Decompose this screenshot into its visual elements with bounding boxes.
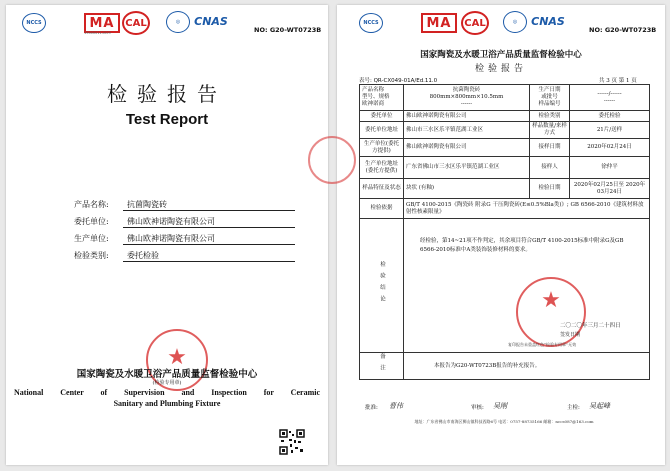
producer-value: 佛山欧神诺陶瓷有限公司: [404, 139, 530, 157]
field-value: 委托检验: [123, 250, 295, 262]
report-info-table: [359, 84, 650, 380]
quantity-label: 样品数量/来样方式: [530, 122, 570, 139]
method-value: 委托检验: [570, 111, 650, 122]
prod-date-value-cell: ------/------ ------: [570, 85, 650, 111]
tester-signature: 吴起峰: [589, 402, 610, 410]
organization-name-en-line2: Sanitary and Plumbing Fixture: [113, 399, 221, 408]
organization-name-cn: 国家陶瓷及水暖卫浴产品质量监督检验中心: [76, 369, 258, 380]
field-value: 佛山欧神诺陶瓷有限公司: [123, 216, 295, 228]
cma-logo-icon: MA: [421, 13, 457, 33]
test-date-value: 2020年02月25日至 2020年03月24日: [570, 179, 650, 199]
client-address-value: 佛山市三水区乐平镇范湖工业区: [404, 122, 530, 139]
issue-date: 二〇二〇年三月二十四日: [560, 323, 621, 329]
field-label: 产品名称:: [74, 200, 109, 209]
conclusion-cell: [404, 219, 650, 353]
receiver-label: 接样人: [530, 157, 570, 179]
title-chinese: 检验报告: [107, 82, 227, 106]
field-label: 委托单位:: [74, 217, 109, 226]
report-data-page: [337, 5, 665, 465]
seal-caption: (检验专用章): [152, 380, 182, 386]
sample-state-value: 块状 (有釉): [404, 179, 530, 199]
receive-date-value: 2020年02月24日: [570, 139, 650, 157]
ncgs-logo-icon: NCCS: [22, 13, 46, 33]
stamp-note: 复印报告未重盖红色“检验专用章”无效: [508, 342, 577, 347]
conclusion-label-cell: [360, 219, 404, 353]
conclusion-label: 检验结论: [379, 261, 385, 307]
organization-name: 国家陶瓷及水暖卫浴产品质量监督检验中心: [420, 50, 582, 60]
ilac-logo-icon: ◎: [166, 11, 190, 33]
client-label: 委托单位: [360, 111, 404, 122]
field-label: 检验类别:: [74, 251, 109, 260]
quantity-value: 21片/送样: [570, 122, 650, 139]
qr-code-icon: [279, 429, 305, 455]
tester-label: 主检:: [567, 405, 580, 411]
sample-state-label: 样品特征及状态: [360, 179, 404, 199]
remark-value: 本报告为G20-WT0723B报告的补充报告。: [404, 353, 650, 380]
test-date-label: 检验日期: [530, 179, 570, 199]
producer-address-value: 广东省佛山市三水区乐平镇范湖工业区: [404, 157, 530, 179]
report-number: NO: G20-WT0723B: [589, 26, 657, 34]
field-label: 生产单位:: [74, 234, 109, 243]
address-line: 地址：广东省佛山市南海区狮山镇科技西路6号 电话：0757-88735166 邮箱：nccs087@163.com: [414, 419, 594, 424]
remark-label-cell: [360, 353, 404, 380]
cnas-logo-icon: CNAS: [531, 14, 565, 28]
client-address-label: 委托单位地址: [360, 122, 404, 139]
seal-star-icon: ★: [167, 345, 187, 370]
receive-date-label: 接样日期: [530, 139, 570, 157]
receiver-value: 徐仲平: [570, 157, 650, 179]
reviewer-signature: 吴刚: [493, 402, 507, 410]
cma-code: 190000111009: [84, 31, 111, 35]
product-value-cell: 抗菌陶瓷砖 800mm×800mm×10.5mm ------: [404, 85, 530, 111]
basis-value: GB/T 4100-2015《陶瓷砖 附录G 干压陶瓷砖(E≤0.5%Bla类)》; GB 6566-2010《建筑材料放射性核素限量》: [404, 199, 650, 219]
approver-signature: 曹伟: [389, 402, 403, 410]
remark-label: 备注: [379, 353, 385, 376]
cnas-logo-icon: CNAS: [194, 14, 228, 28]
reviewer-label: 审核:: [471, 405, 484, 411]
page-count: 共 3 页 第 1 页: [599, 78, 637, 84]
title-english: Test Report: [125, 111, 209, 128]
issue-stamp-label: 签发日期: [560, 332, 581, 338]
field-value: 佛山欧神诺陶瓷有限公司: [123, 233, 295, 245]
prod-date-label-cell: 生产日期 或批号 样品编号: [530, 85, 570, 111]
approver-label: 批准:: [365, 405, 378, 411]
report-number: NO: G20-WT0723B: [254, 26, 322, 34]
basis-label: 检验依据: [360, 199, 404, 219]
page-title: 检验报告: [474, 64, 527, 74]
client-value: 佛山欧神诺陶瓷有限公司: [404, 111, 530, 122]
report-cover-page: [6, 5, 328, 465]
edge-seal-icon: [308, 136, 356, 184]
cal-logo-icon: CAL: [122, 11, 150, 35]
ncgs-logo-icon: NCCS: [359, 13, 383, 33]
method-label: 检验类别: [530, 111, 570, 122]
producer-label: 生产单位(委托方提供): [360, 139, 404, 157]
cal-logo-icon: CAL: [461, 11, 489, 35]
cma-logo-icon: MA: [84, 13, 120, 33]
form-code: 表号: QR-CX049-01A/Ed.11.0: [359, 78, 438, 84]
ilac-logo-icon: ◎: [503, 11, 527, 33]
conclusion-text: 经检验，第14~21项不作判定，其余项目符合GB/T 4100-2015标准中附录G及GB 6566-2010标准中A类装饰装修材料的要求。: [420, 238, 624, 253]
product-label-cell: 产品名称 型号、规格 欧神诺商: [360, 85, 404, 111]
field-value: 抗菌陶瓷砖: [123, 199, 295, 211]
producer-address-label: 生产单位地址(委托方提供): [360, 157, 404, 179]
organization-name-en-line1: National Center of Supervision and Inspection for Ceramic: [14, 388, 320, 397]
seal-star-icon: ★: [541, 288, 561, 313]
